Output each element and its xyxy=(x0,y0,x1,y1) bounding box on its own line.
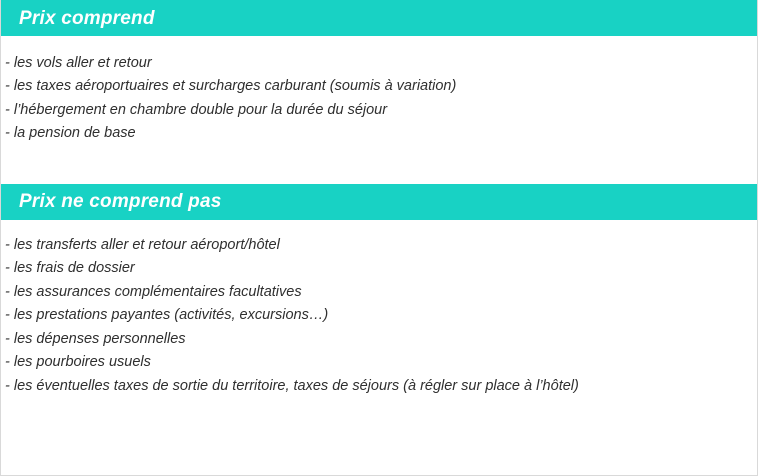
list-item: - les prestations payantes (activités, excursions…) xyxy=(5,307,329,324)
list-item: - les assurances complémentaires facultatives xyxy=(5,283,302,300)
list-item: - les taxes aéroportuaires et surcharges carburant (soumis à variation) xyxy=(5,78,457,95)
list-item: - les pourboires usuels xyxy=(5,354,151,371)
list-item: - la pension de base xyxy=(5,125,136,142)
included-list xyxy=(5,52,749,146)
list-item: - les dépenses personnelles xyxy=(5,330,186,347)
section-price-included xyxy=(1,0,757,156)
list-item: - les frais de dossier xyxy=(5,260,135,277)
section-title: Prix ne comprend pas xyxy=(19,191,222,213)
list-item: - les vols aller et retour xyxy=(5,55,152,71)
section-body-price-included xyxy=(1,36,757,156)
section-body-price-excluded xyxy=(1,220,757,408)
section-price-excluded xyxy=(1,184,757,408)
section-header-price-excluded xyxy=(1,184,757,220)
section-header-price-included xyxy=(1,0,757,36)
list-item: - les éventuelles taxes de sortie du territoire, taxes de séjours (à régler sur place à l’hôtel) xyxy=(5,377,579,394)
section-title: Prix comprend xyxy=(19,7,155,29)
excluded-list xyxy=(5,234,749,398)
list-item: - les transferts aller et retour aéroport/hôtel xyxy=(5,236,280,253)
list-item: - l’hébergement en chambre double pour la durée du séjour xyxy=(5,101,388,118)
section-spacer xyxy=(1,156,757,184)
